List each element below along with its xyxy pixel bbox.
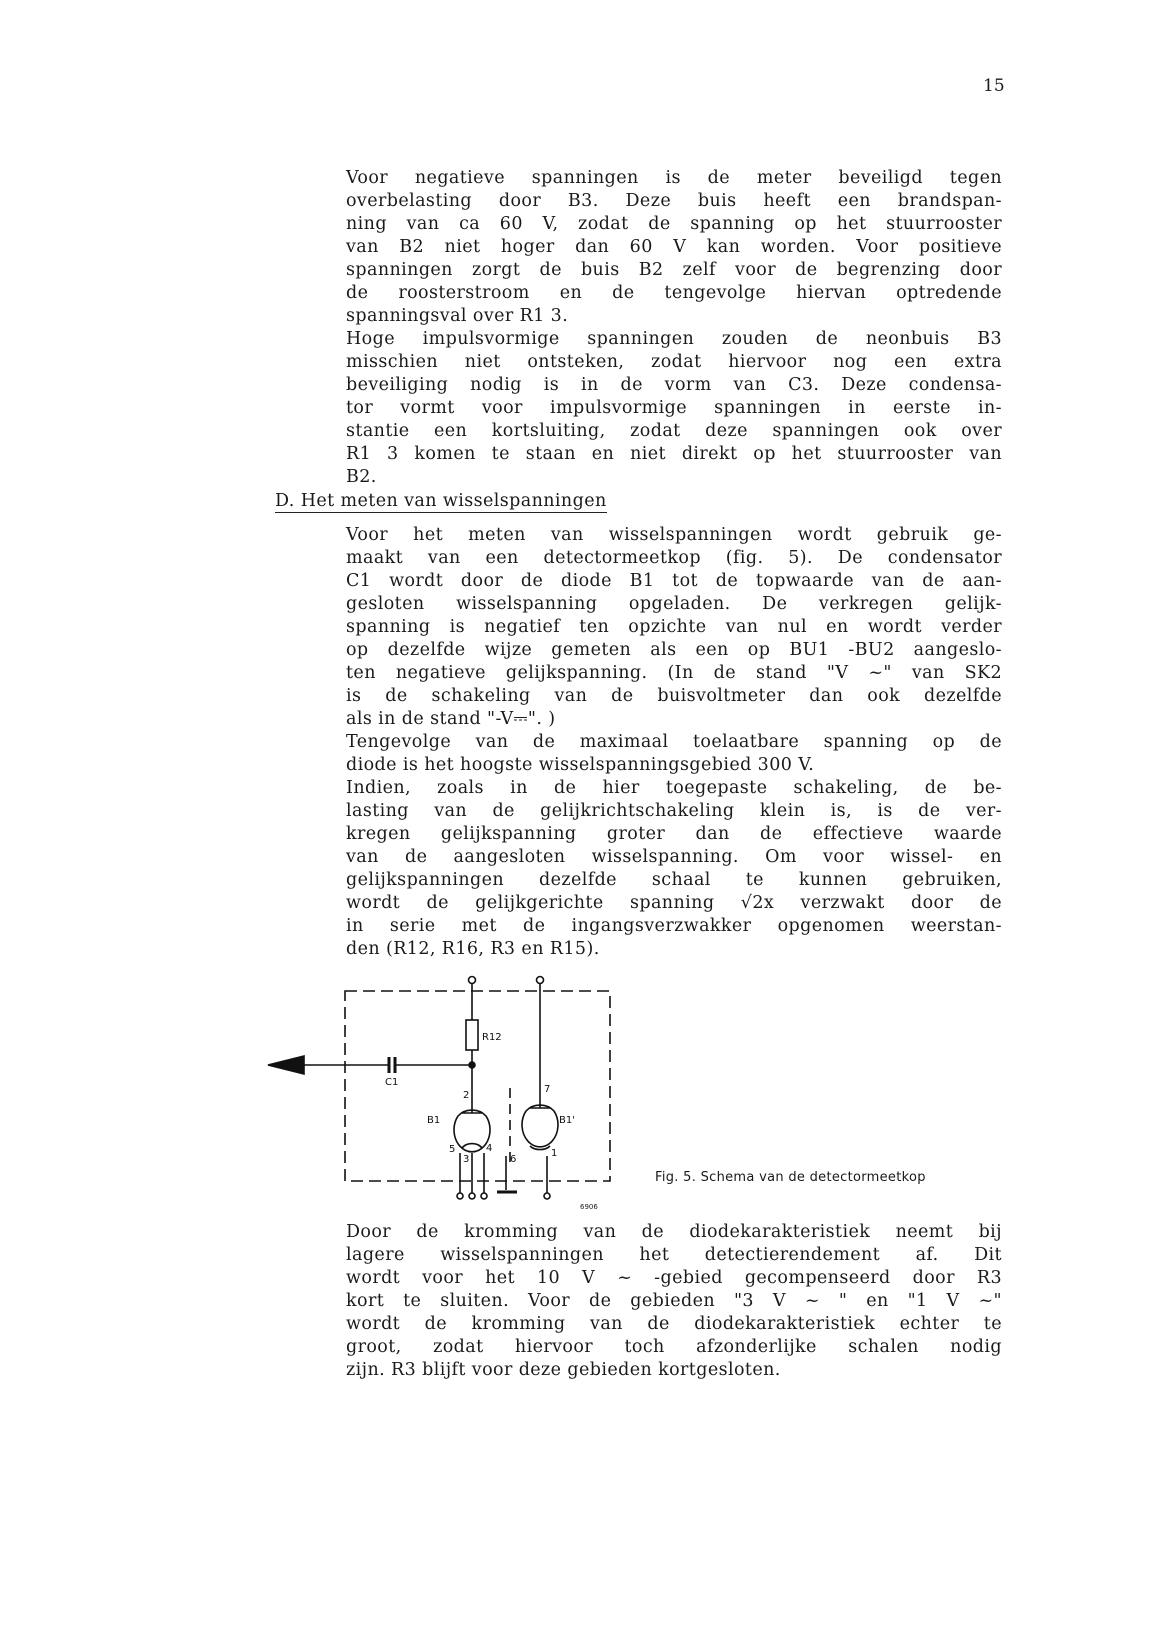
diode-b1 — [454, 1110, 493, 1154]
pin-3: 3 — [463, 1154, 470, 1165]
section-c-text — [346, 1221, 1002, 1382]
text-line: wordt de kromming van de diodekarakteristiek echter te — [346, 1314, 1002, 1334]
pin-4: 4 — [486, 1143, 493, 1154]
label-b1: B1 — [427, 1115, 441, 1126]
resistor-r12 — [466, 1020, 478, 1050]
text-line: Voor het meten van wisselspanningen wordt gebruik ge- — [346, 525, 1002, 545]
text-line: Tengevolge van de maximaal toelaatbare spanning op de — [346, 732, 1002, 752]
text-line: spanningen zorgt de buis B2 zelf voor de begrenzing door — [346, 260, 1002, 280]
page-number: 15 — [983, 76, 1005, 96]
section-a-text — [346, 167, 1002, 489]
pin-2: 2 — [463, 1090, 470, 1101]
diode-b1-prime — [522, 1105, 558, 1147]
text-line: stantie een kortsluiting, zodat deze spanningen ook over — [346, 421, 1002, 441]
text-line: ning van ca 60 V, zodat de spanning op het stuurrooster — [346, 214, 1002, 234]
text-line: van de aangesloten wisselspanning. Om voor wissel- en — [346, 847, 1002, 867]
text-line: Door de kromming van de diodekarakteristiek neemt bij — [346, 1222, 1002, 1242]
text-line: spanningsval over R1 3. — [346, 306, 569, 326]
text-line: lagere wisselspanningen het detectierendement af. Dit — [346, 1245, 1002, 1265]
text-line: wordt voor het 10 V ~ -gebied gecompenseerd door R3 — [346, 1268, 1002, 1288]
text-line: Voor negatieve spanningen is de meter beveiligd tegen — [346, 168, 1002, 188]
text-line: tor vormt voor impulsvormige spanningen in eerste in- — [346, 398, 1002, 418]
text-line: groot, zodat hiervoor toch afzonderlijke schalen nodig — [346, 1337, 1002, 1357]
text-line: diode is het hoogste wisselspanningsgebied 300 V. — [346, 755, 815, 775]
text-line: lasting van de gelijkrichtschakeling klein is, is de ver- — [346, 801, 1002, 821]
text-line: van B2 niet hoger dan 60 V kan worden. Voor positieve — [346, 237, 1002, 257]
text-line: kort te sluiten. Voor de gebieden "3 V ~ " en "1 V ~" — [346, 1291, 1002, 1311]
text-line: den (R12, R16, R3 en R15). — [346, 939, 600, 959]
section-b-text — [346, 524, 1002, 961]
label-c1: C1 — [385, 1077, 399, 1088]
text-line: maakt van een detectormeetkop (fig. 5). De condensator — [346, 548, 1002, 568]
text-line: beveiliging nodig is in de vorm van C3. Deze condensa- — [346, 375, 1002, 395]
detector-probe-schematic — [262, 968, 642, 1213]
text-line: overbelasting door B3. Deze buis heeft een brandspan- — [346, 191, 1002, 211]
text-line: misschien niet ontsteken, zodat hiervoor nog een extra — [346, 352, 1002, 372]
pin-7: 7 — [544, 1084, 551, 1095]
text-line: gesloten wisselspanning opgeladen. De verkregen gelijk- — [346, 594, 1002, 614]
text-line: zijn. R3 blijft voor deze gebieden kortgesloten. — [346, 1360, 781, 1380]
pin-5: 5 — [449, 1144, 456, 1155]
pin-1: 1 — [551, 1148, 558, 1159]
pin-6: 6 — [510, 1154, 517, 1165]
label-b1-prime: B1' — [559, 1115, 575, 1126]
text-line: is de schakeling van de buisvoltmeter dan ook dezelfde — [346, 686, 1002, 706]
figure-caption: Fig. 5. Schema van de detectormeetkop — [655, 1170, 926, 1185]
text-line: als in de stand "-V⎓". ) — [346, 709, 556, 729]
text-line: kregen gelijkspanning groter dan de effectieve waarde — [346, 824, 1002, 844]
text-line: spanning is negatief ten opzichte van nul en wordt verder — [346, 617, 1002, 637]
text-line: wordt de gelijkgerichte spanning √2x verzwakt door de — [346, 893, 1002, 913]
text-line: de roosterstroom en de tengevolge hiervan optredende — [346, 283, 1002, 303]
label-r12: R12 — [482, 1032, 502, 1043]
text-line: C1 wordt door de diode B1 tot de topwaarde van de aan- — [346, 571, 1002, 591]
text-line: op dezelfde wijze gemeten als een op BU1 -BU2 aangeslo- — [346, 640, 1002, 660]
text-line: gelijkspanningen dezelfde schaal te kunnen gebruiken, — [346, 870, 1002, 890]
text-line: B2. — [346, 467, 377, 487]
section-heading: D. Het meten van wisselspanningen — [275, 491, 607, 511]
text-line: R1 3 komen te staan en niet direkt op het stuurrooster van — [346, 444, 1002, 464]
figure-code: 6906 — [580, 1203, 598, 1211]
text-line: Indien, zoals in de hier toegepaste schakeling, de be- — [346, 778, 1002, 798]
text-line: Hoge impulsvormige spanningen zouden de neonbuis B3 — [346, 329, 1002, 349]
text-line: ten negatieve gelijkspanning. (In de stand "V ~" van SK2 — [346, 663, 1002, 683]
text-line: in serie met de ingangsverzwakker opgenomen weerstan- — [346, 916, 1002, 936]
